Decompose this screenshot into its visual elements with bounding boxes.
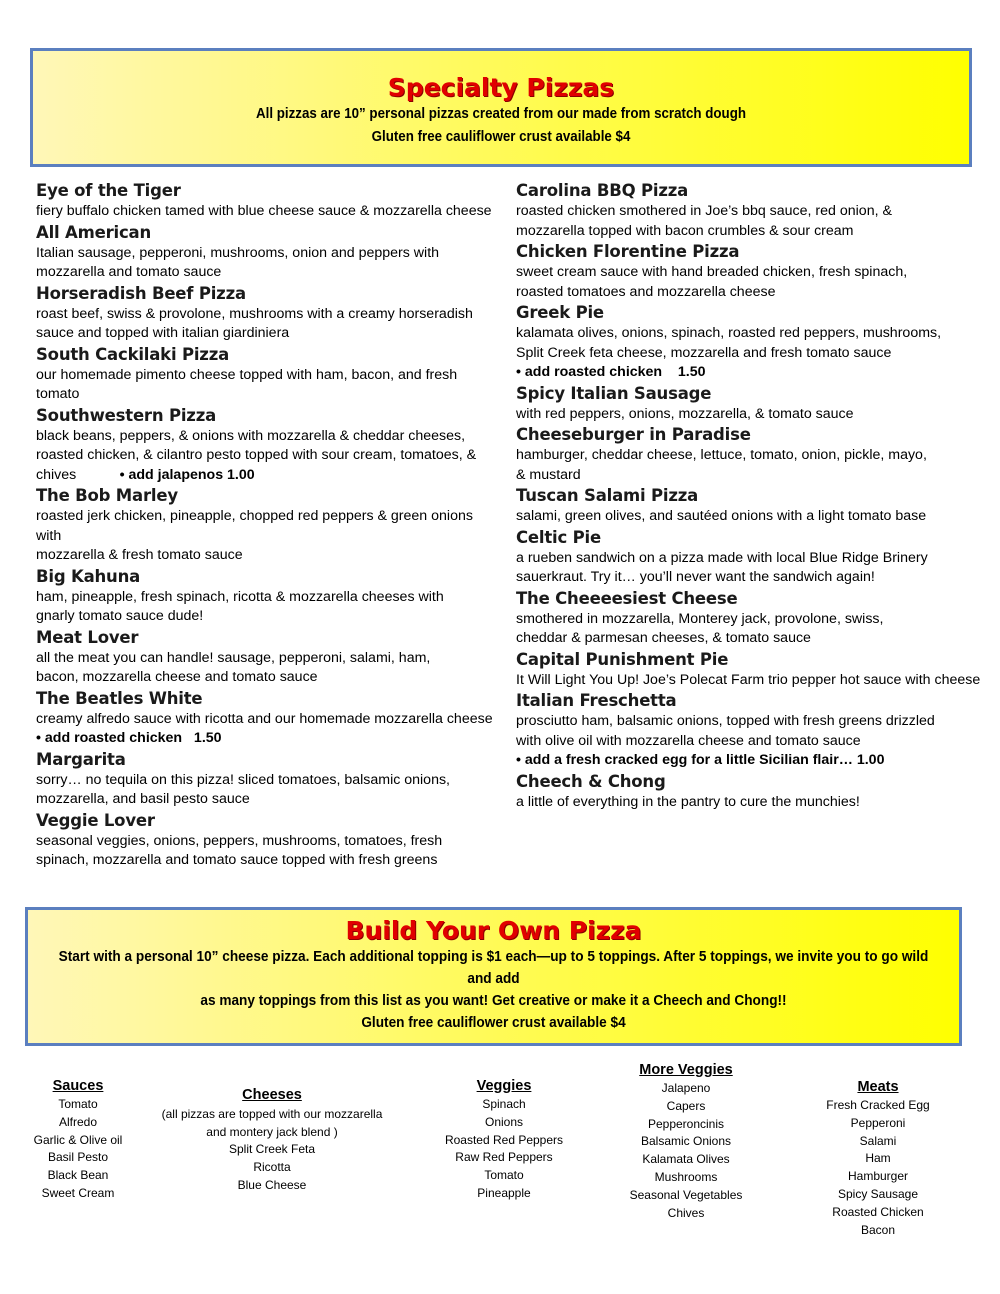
sauces-heading: Sauces [52, 1078, 104, 1094]
pizza-description: Italian sausage, pepperoni, mushrooms, onion and peppers with mozzarella and tomato sauce [36, 244, 440, 280]
pizza-name: Horseradish Beef Pizza [36, 283, 246, 303]
pizza-addon: • add roasted chicken 1.50 [516, 364, 706, 380]
topping-item: Bacon [860, 1222, 896, 1237]
pizza-description: roasted jerk chicken, pineapple, chopped red peppers & green onions with mozzarella & fresh tomato sauce [36, 508, 473, 563]
menu-item [516, 771, 986, 813]
pizza-description: prosciutto ham, balsamic onions, topped with fresh greens drizzled with olive oil with mozzarella cheese and tomato sauce [516, 713, 935, 749]
topping-item: Spicy Sausage [837, 1186, 919, 1201]
cheeses-note: and montery jack blend ) [206, 1125, 338, 1139]
pizza-description: a little of everything in the pantry to cure the munchies! [516, 793, 860, 810]
topping-item: Garlic & Olive oil [33, 1132, 123, 1147]
toppings-sauces [18, 1076, 138, 1203]
pizza-name: Southwestern Pizza [36, 405, 217, 425]
pizza-name: Italian Freschetta [516, 691, 677, 710]
menu-item [516, 588, 986, 649]
pizza-name: The Cheeeesiest Cheese [516, 588, 738, 608]
topping-item: Pineapple [477, 1185, 531, 1200]
toppings-more-veggies [616, 1060, 756, 1222]
topping-item: Ham [865, 1151, 891, 1166]
topping-item: Chives [667, 1205, 705, 1220]
menu-item [36, 688, 496, 749]
menu-item [36, 627, 496, 688]
pizza-list-left [36, 180, 496, 871]
menu-item [36, 344, 496, 405]
topping-item: Hamburger [847, 1169, 909, 1184]
menu-item [516, 383, 986, 425]
pizza-description: It Will Light You Up! Joe’s Polecat Farm trio pepper hot sauce with cheese [516, 671, 981, 688]
menu-item [516, 527, 986, 588]
topping-item: Tomato [484, 1168, 524, 1183]
specialty-title: Specialty Pizzas [387, 73, 615, 102]
pizza-name: Capital Punishment Pie [516, 649, 729, 669]
menu-item [36, 222, 496, 283]
pizza-name: Veggie Lover [36, 810, 155, 830]
pizza-name: Greek Pie [516, 303, 604, 322]
topping-item: Black Bean [47, 1168, 109, 1183]
topping-item: Basil Pesto [47, 1150, 109, 1165]
build-your-own-banner [25, 907, 962, 1046]
specialty-banner [30, 48, 972, 167]
topping-item: Pepperoni [850, 1115, 906, 1130]
menu-item [516, 485, 986, 527]
pizza-name: Meat Lover [36, 627, 139, 647]
pizza-description: our homemade pimento cheese topped with ham, bacon, and fresh tomato [36, 366, 458, 402]
topping-item: Alfredo [58, 1114, 98, 1129]
more-veggies-heading: More Veggies [639, 1062, 733, 1078]
toppings-meats [808, 1077, 948, 1239]
menu-item [516, 302, 986, 383]
topping-item: Sweet Cream [41, 1185, 115, 1200]
topping-item: Ricotta [253, 1159, 291, 1174]
pizza-description: ham, pineapple, fresh spinach, ricotta & mozzarella cheeses with gnarly tomato sauce dude! [36, 588, 444, 624]
pizza-description-text: black beans, peppers, & onions with mozzarella & cheddar cheeses, roasted chicken, & cilantro pesto topped with sour cream, tomatoes, & chives [36, 427, 477, 483]
pizza-name: Carolina BBQ Pizza [516, 181, 689, 200]
specialty-subtitle: All pizzas are 10” personal pizzas created from our made from scratch dough [255, 106, 747, 122]
specialty-gluten-free-note: Gluten free cauliflower crust available $4 [371, 129, 631, 145]
topping-item: Seasonal Vegetables [629, 1187, 743, 1202]
menu-item [36, 180, 496, 222]
pizza-description: all the meat you can handle! sausage, pepperoni, salami, ham, bacon, mozzarella cheese and tomato sauce [36, 649, 431, 685]
pizza-name: Margarita [36, 749, 126, 769]
pizza-description: kalamata olives, onions, spinach, roasted red peppers, mushrooms, Split Creek feta cheese, mozzarella and fresh tomato sauce [516, 325, 942, 361]
pizza-name: The Bob Marley [36, 486, 178, 505]
topping-item: Kalamata Olives [642, 1152, 730, 1167]
topping-item: Spinach [482, 1097, 526, 1111]
menu-item [516, 649, 986, 691]
topping-item: Mushrooms [654, 1169, 718, 1184]
pizza-name: Cheech & Chong [516, 771, 666, 791]
topping-item: Capers [666, 1098, 706, 1113]
pizza-name: All American [36, 222, 152, 242]
topping-item: Blue Cheese [237, 1177, 307, 1192]
topping-item: Split Creek Feta [228, 1142, 316, 1156]
pizza-description: sorry… no tequila on this pizza! sliced tomatoes, balsamic onions, mozzarella, and basil pesto sauce [36, 771, 451, 807]
cheeses-note: (all pizzas are topped with our mozzarella [161, 1107, 383, 1121]
pizza-name: Eye of the Tiger [36, 181, 181, 200]
pizza-addon: • add a fresh cracked egg for a little Sicilian flair… 1.00 [516, 752, 885, 768]
pizza-list-right [516, 180, 986, 812]
pizza-name: Spicy Italian Sausage [516, 383, 712, 403]
pizza-name: Tuscan Salami Pizza [516, 486, 699, 505]
menu-item [516, 180, 986, 241]
pizza-addon: • add roasted chicken 1.50 [36, 730, 222, 746]
pizza-description: with red peppers, onions, mozzarella, & tomato sauce [516, 405, 854, 422]
menu-item [36, 283, 496, 344]
menu-item [36, 566, 496, 627]
topping-item: Raw Red Peppers [455, 1150, 553, 1165]
pizza-description: roasted chicken smothered in Joe’s bbq sauce, red onion, & mozzarella topped with bacon crumbles & sour cream [516, 203, 892, 239]
veggies-heading: Veggies [476, 1078, 532, 1094]
topping-item: Roasted Chicken [832, 1204, 924, 1219]
cheeses-heading: Cheeses [242, 1087, 302, 1103]
menu-item [516, 241, 986, 302]
pizza-description: creamy alfredo sauce with ricotta and our homemade mozzarella cheese [36, 710, 493, 727]
pizza-name: Chicken Florentine Pizza [516, 242, 740, 261]
menu-item [516, 424, 986, 485]
menu-item [36, 749, 496, 810]
pizza-name: Big Kahuna [36, 566, 141, 586]
topping-item: Roasted Red Peppers [444, 1132, 564, 1147]
pizza-description: roast beef, swiss & provolone, mushrooms with a creamy horseradish sauce and topped with italian giardiniera [36, 305, 473, 341]
pizza-description: fiery buffalo chicken tamed with blue cheese sauce & mozzarella cheese [36, 203, 492, 219]
build-your-own-line-2: as many toppings from this list as you want! Get creative or make it a Cheech and Chong!! [200, 993, 787, 1009]
pizza-name: Cheeseburger in Paradise [516, 425, 751, 444]
topping-item: Pepperoncinis [647, 1116, 725, 1131]
toppings-veggies [434, 1076, 574, 1203]
topping-item: Fresh Cracked Egg [826, 1098, 930, 1112]
pizza-name: Celtic Pie [516, 527, 601, 547]
menu-item [36, 810, 496, 871]
pizza-description [36, 427, 496, 486]
menu-item [36, 485, 496, 566]
pizza-addon: • add jalapenos 1.00 [119, 466, 255, 483]
pizza-description: hamburger, cheddar cheese, lettuce, tomato, onion, pickle, mayo, & mustard [516, 447, 927, 483]
pizza-description: seasonal veggies, onions, peppers, mushrooms, tomatoes, fresh spinach, mozzarella and tomato sauce topped with fresh greens [36, 832, 443, 868]
pizza-description: a rueben sandwich on a pizza made with local Blue Ridge Brinery sauerkraut. Try it… you’ll never want the sandwich again! [516, 549, 928, 585]
build-your-own-title: Build Your Own Pizza [345, 916, 642, 945]
pizza-name: The Beatles White [36, 688, 203, 708]
pizza-description: salami, green olives, and sautéed onions with a light tomato base [516, 508, 927, 524]
topping-item: Balsamic Onions [640, 1134, 732, 1149]
pizza-name: South Cackilaki Pizza [36, 344, 230, 364]
build-your-own-gluten-free-note: Gluten free cauliflower crust available $4 [361, 1015, 626, 1031]
toppings-cheeses [160, 1085, 384, 1194]
menu-item [36, 405, 496, 486]
topping-item: Onions [484, 1114, 524, 1129]
build-your-own-line-1: Start with a personal 10” cheese pizza. Each additional topping is $1 each—up to 5 toppings. After 5 toppings, we invite you to go wild and add [58, 949, 929, 987]
pizza-description: sweet cream sauce with hand breaded chicken, fresh spinach, roasted tomatoes and mozzarella cheese [516, 264, 908, 300]
topping-item: Jalapeno [661, 1081, 711, 1095]
topping-item: Salami [859, 1133, 897, 1148]
meats-heading: Meats [857, 1079, 899, 1095]
topping-item: Tomato [58, 1097, 98, 1111]
pizza-description: smothered in mozzarella, Monterey jack, provolone, swiss, cheddar & parmesan cheeses, & tomato sauce [516, 610, 884, 646]
menu-item [516, 690, 986, 771]
